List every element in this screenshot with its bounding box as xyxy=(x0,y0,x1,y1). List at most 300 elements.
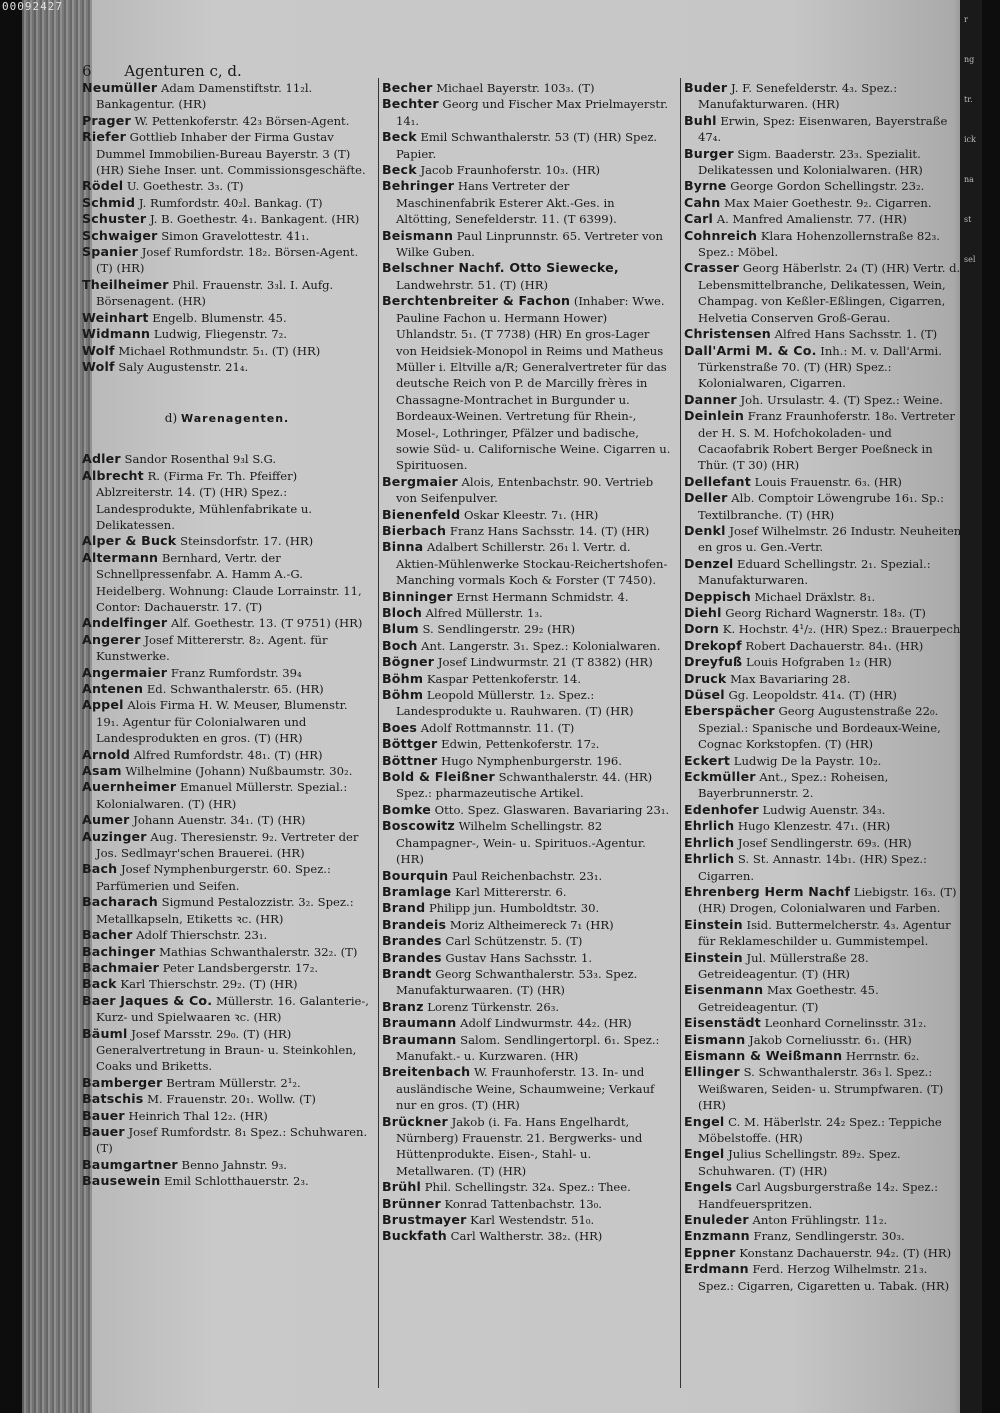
entry-details: Saly Augustenstr. 21₄. xyxy=(114,359,249,374)
entry-details: Alfred Rumfordstr. 48₁. (T) (HR) xyxy=(130,747,323,762)
entry-name: Auernheimer xyxy=(82,779,177,795)
directory-entry xyxy=(684,195,966,211)
entry-name: Berchtenbreiter & Fachon xyxy=(382,293,571,309)
entry-details: Gottlieb Inhaber der Firma Gustav Dummel Immobilien-Bureau Bayerstr. 3 (T) (HR) Siehe Inser. unt. Commissionsgeschäfte. xyxy=(96,130,366,178)
entry-details: Ferd. Herzog Wilhelmstr. 21₃. Spez.: Cigarren, Cigaretten u. Tabak. (HR) xyxy=(698,1262,950,1293)
entry-name: Beismann xyxy=(382,227,454,243)
directory-entry xyxy=(82,178,372,194)
entry-name: Engel xyxy=(684,1113,725,1129)
entry-name: Weinhart xyxy=(82,309,149,325)
entry-name: Brandt xyxy=(382,965,432,981)
entry-name: Schwaiger xyxy=(82,227,158,243)
directory-entry xyxy=(684,802,966,818)
entry-details: Adam Damenstiftstr. 11₂l. Bankagentur. (HR) xyxy=(96,81,313,112)
entry-name: Auzinger xyxy=(82,828,147,844)
entry-name: Ehrlich xyxy=(684,834,735,850)
directory-entry xyxy=(684,556,966,589)
entry-name: Enzmann xyxy=(684,1228,750,1244)
directory-entry xyxy=(382,1015,672,1031)
directory-entry xyxy=(684,178,966,194)
entry-name: Enuleder xyxy=(684,1212,749,1228)
entry-details: Josef Rumfordstr. 18₂. Börsen-Agent. (T) (HR) xyxy=(96,245,359,276)
entry-details: Leonhard Cornelinsstr. 31₂. xyxy=(760,1016,927,1031)
entry-details: Emil Schwanthalerstr. 53 (T) (HR) Spez. Papier. xyxy=(396,130,658,161)
column-rule xyxy=(378,78,379,1388)
directory-entry xyxy=(684,260,966,326)
directory-entry xyxy=(382,736,672,752)
entry-details: K. Hochstr. 4¹/₂. (HR) Spez.: Brauerpech. xyxy=(719,622,965,637)
entry-details: Klara Hohenzollernstraße 82₃. Spez.: Möbel. xyxy=(698,228,940,260)
entry-details: Bernhard, Vertr. der Schnellpressenfabr. A. Hamm A.-G. Heidelberg. Wohnung: Claude Lorrainstr. 11, Contor: Dachauerstr. 17. (T) xyxy=(96,550,362,614)
margin-fragment: ng xyxy=(964,55,975,64)
entry-details: Louis Frauenstr. 6₃. (HR) xyxy=(750,474,902,489)
entry-name: Aumer xyxy=(82,812,130,828)
directory-entry xyxy=(82,1124,372,1157)
margin-fragment: st xyxy=(964,215,972,224)
directory-entry xyxy=(684,343,966,392)
entry-name: Rödel xyxy=(82,178,124,194)
directory-entry xyxy=(684,982,966,1015)
directory-entry xyxy=(82,944,372,960)
entry-details: Emil Schlotthauerstr. 2₃. xyxy=(160,1174,309,1189)
entry-name: Boscowitz xyxy=(382,818,455,834)
entry-name: Brandes xyxy=(382,933,442,949)
entry-details: Bertram Müllerstr. 2¹₂. xyxy=(162,1075,301,1090)
entry-name: Bach xyxy=(82,861,118,877)
directory-entry xyxy=(382,1196,672,1212)
entry-name: Böttger xyxy=(382,736,438,752)
entry-name: Eisenmann xyxy=(684,982,764,998)
entry-name: Riefer xyxy=(82,129,126,145)
directory-entry xyxy=(82,861,372,894)
directory-entry xyxy=(684,1048,966,1064)
entry-details: Michael Dräxlstr. 8₁. xyxy=(750,589,876,604)
directory-entry xyxy=(684,113,966,146)
entry-details: Salom. Sendlingertorpl. 6₁. Spez.: Manufakt.- u. Kurzwaren. (HR) xyxy=(396,1032,660,1063)
entry-name: Binninger xyxy=(382,588,453,604)
entry-name: Eisenstädt xyxy=(684,1015,761,1031)
entry-details: Carl Schützenstr. 5. (T) xyxy=(441,934,583,949)
directory-entry xyxy=(382,900,672,916)
directory-entry xyxy=(382,720,672,736)
margin-fragment: r xyxy=(964,15,968,24)
entry-name: Carl xyxy=(684,211,714,227)
entry-details: Adolf Rottmannstr. 11. (T) xyxy=(417,720,575,735)
entry-details: Ant., Spez.: Roheisen, Bayerbrunnerstr. 2. xyxy=(698,770,889,801)
entry-name: Bienenfeld xyxy=(382,506,461,522)
directory-entry xyxy=(82,1075,372,1091)
directory-entry xyxy=(82,228,372,244)
directory-entry xyxy=(382,80,672,96)
directory-entry xyxy=(382,589,672,605)
margin-fragment: na xyxy=(964,175,974,184)
entry-name: Bergmaier xyxy=(382,473,458,489)
entry-details: J. B. Goethestr. 4₁. Bankagent. (HR) xyxy=(146,212,360,227)
entry-name: Angermaier xyxy=(82,664,168,680)
entry-name: Drekopf xyxy=(684,637,742,653)
page-number: 6 xyxy=(82,62,92,80)
directory-entry xyxy=(684,1245,966,1261)
entry-name: Boes xyxy=(382,719,418,735)
directory-entry xyxy=(684,1015,966,1031)
entry-details: Aug. Theresienstr. 9₂. Vertreter der Jos. Sedlmayr'schen Brauerei. (HR) xyxy=(96,829,359,861)
directory-entry xyxy=(382,950,672,966)
directory-entry xyxy=(382,638,672,654)
directory-entry xyxy=(82,1026,372,1075)
directory-entry xyxy=(382,1179,672,1195)
entry-name: Bold & Fleißner xyxy=(382,769,495,785)
directory-entry xyxy=(382,1114,672,1180)
entry-details: Otto. Spez. Glaswaren. Bavariaring 23₁. xyxy=(430,802,670,817)
entry-name: Bauer xyxy=(82,1123,125,1139)
entry-name: Buckfath xyxy=(382,1228,447,1244)
entry-details: Sigm. Baaderstr. 23₃. Spezialit. Delikatessen und Kolonialwaren. (HR) xyxy=(698,146,923,178)
entry-name: Beck xyxy=(382,162,417,178)
directory-entry xyxy=(684,1179,966,1212)
entry-details: Gg. Leopoldstr. 41₄. (T) (HR) xyxy=(724,688,897,703)
directory-entry xyxy=(382,671,672,687)
entry-name: Deppisch xyxy=(684,588,751,604)
entry-name: Asam xyxy=(82,763,122,779)
entry-details: M. Frauenstr. 20₁. Wollw. (T) xyxy=(143,1092,316,1107)
entry-details: Alois Firma H. W. Meuser, Blumenstr. 19₁. Agentur für Colonialwaren und Landesprodukten en gros. (T) (HR) xyxy=(96,698,348,746)
entry-details: Josef Mittererstr. 8₂. Agent. für Kunstwerke. xyxy=(96,632,328,664)
entry-details: Leopold Müllerstr. 1₂. Spez.: Landesprodukte u. Rauhwaren. (T) (HR) xyxy=(396,688,634,719)
margin-fragment: sel xyxy=(964,255,976,264)
entry-name: Diehl xyxy=(684,605,722,620)
entry-details: Jakob (i. Fa. Hans Engelhardt, Nürnberg) Frauenstr. 21. Bergwerks- und Hüttenprodukte. Eisen-, Stahl- u. Metallwaren. (T) (HR) xyxy=(396,1114,643,1178)
entry-details: Ludwig De la Paystr. 10₂. xyxy=(730,753,882,768)
entry-details: Peter Landsbergerstr. 17₂. xyxy=(159,960,319,975)
entry-name: Boch xyxy=(382,637,418,653)
entry-details: Josef Wilhelmstr. 26 Industr. Neuheiten en gros u. Gen.-Vertr. xyxy=(698,523,962,555)
directory-entry xyxy=(382,966,672,999)
entry-name: Schmid xyxy=(82,194,136,210)
directory-entry xyxy=(82,665,372,681)
entry-name: Behringer xyxy=(382,178,455,194)
directory-entry xyxy=(82,359,372,375)
directory-entry xyxy=(82,993,372,1026)
entry-name: Neumüller xyxy=(82,80,158,95)
entry-name: Bierbach xyxy=(382,522,447,538)
entry-name: Baer Jaques & Co. xyxy=(82,992,213,1008)
entry-details: Johann Auenstr. 34₁. (T) (HR) xyxy=(129,813,306,828)
directory-entry xyxy=(684,80,966,113)
directory-entry xyxy=(382,1228,672,1244)
directory-entry xyxy=(382,933,672,949)
entry-name: Widmann xyxy=(82,326,151,342)
entry-name: Engels xyxy=(684,1179,733,1195)
directory-entry xyxy=(382,507,672,523)
directory-entry xyxy=(382,1212,672,1228)
entry-name: Einstein xyxy=(684,916,743,932)
entry-details: Max Goethestr. 45. Getreideagentur. (T) xyxy=(698,983,879,1014)
entry-details: Franz Hans Sachsstr. 14. (T) (HR) xyxy=(446,523,650,538)
entry-details: Alb. Comptoir Löwengrube 16₁. Sp.: Textilbranche. (T) (HR) xyxy=(698,491,945,522)
directory-entry xyxy=(382,818,672,867)
entry-details: S. St. Annastr. 14b₁. (HR) Spez.: Cigarren. xyxy=(698,852,927,883)
directory-entry xyxy=(382,260,672,293)
column-1 xyxy=(82,80,372,1190)
entry-name: Engel xyxy=(684,1146,725,1162)
entry-name: Braumann xyxy=(382,1015,457,1031)
entry-name: Prager xyxy=(82,112,131,128)
directory-entry xyxy=(82,697,372,746)
directory-entry xyxy=(684,621,966,637)
entry-name: Bloch xyxy=(382,605,422,620)
entry-name: Böhm xyxy=(382,687,424,703)
entry-details: Michael Rothmundstr. 5₁. (T) (HR) xyxy=(114,343,321,358)
entry-name: Crasser xyxy=(684,260,740,276)
entry-details: Isid. Buttermelcherstr. 4₃. Agentur für Reklameschilder u. Gummistempel. xyxy=(698,917,951,949)
entry-details: Gustav Hans Sachsstr. 1. xyxy=(441,950,593,965)
column-3 xyxy=(684,80,966,1294)
scan-id-label: 00092427 xyxy=(2,0,63,13)
directory-entry xyxy=(684,1114,966,1147)
entry-details: (Inhaber: Wwe. Pauline Fachon u. Hermann Hower) Uhlandstr. 5₁. (T 7738) (HR) En gros-Lager von Heidsiek-Monopol in Reims und Matheus Müller i. Eltville a/R; Generalvertreter für das deutsche Reich von P. de Marcilly frères in Chassagne-Montrachet in Burgunder u. Bordeaux-Weinen. Vertretung für Rhein-, Mosel-, Lothringer, Pfälzer und badische, sowie Süd- u. Californische Weine. Cigarren u. Spirituosen. xyxy=(396,294,671,473)
entry-name: Adler xyxy=(82,451,121,467)
entry-details: Anton Frühlingstr. 11₂. xyxy=(748,1213,888,1228)
entry-details: Liebigstr. 16₃. (T) (HR) Drogen, Colonialwaren und Farben. xyxy=(698,884,957,916)
directory-entry xyxy=(382,293,672,473)
directory-entry xyxy=(382,621,672,637)
entry-name: Appel xyxy=(82,697,124,713)
entry-details: S. Sendlingerstr. 29₂ (HR) xyxy=(418,622,576,637)
entry-details: Julius Schellingstr. 89₂. Spez. Schuhwaren. (T) (HR) xyxy=(698,1147,901,1178)
directory-entry xyxy=(382,802,672,818)
entry-name: Brühl xyxy=(382,1179,422,1195)
entry-name: Bamberger xyxy=(82,1074,163,1090)
entry-name: Bachinger xyxy=(82,943,156,959)
directory-entry xyxy=(684,703,966,752)
entry-name: Binna xyxy=(382,539,424,555)
entry-details: Franz, Sendlingerstr. 30₃. xyxy=(749,1229,905,1244)
directory-entry xyxy=(82,451,372,467)
entry-details: Edwin, Pettenkoferstr. 17₂. xyxy=(437,737,600,752)
directory-entry xyxy=(684,392,966,408)
directory-entry xyxy=(684,835,966,851)
directory-entry xyxy=(382,228,672,261)
entry-details: W. Fraunhoferstr. 13. In- und ausländische Weine, Schaumweine; Verkauf nur en gros. (T) (HR) xyxy=(396,1065,655,1113)
entry-details: Lorenz Türkenstr. 26₃. xyxy=(423,999,560,1014)
directory-entry xyxy=(382,523,672,539)
entry-name: Wolf xyxy=(82,358,115,374)
entry-details: Alf. Goethestr. 13. (T 9751) (HR) xyxy=(167,616,363,631)
directory-entry xyxy=(382,178,672,227)
entry-name: Cahn xyxy=(684,194,721,210)
entry-name: Braumann xyxy=(382,1031,457,1047)
directory-entry xyxy=(382,539,672,588)
directory-entry xyxy=(82,195,372,211)
entry-name: Denzel xyxy=(684,555,734,571)
entry-details: Carl Augsburgerstraße 14₂. Spez.: Handfeuerspritzen. xyxy=(698,1180,939,1211)
entry-details: Michael Bayerstr. 103₃. (T) xyxy=(432,81,595,95)
directory-entry xyxy=(82,976,372,992)
entry-details: Ant. Langerstr. 3₁. Spez.: Kolonialwaren. xyxy=(417,638,661,653)
entry-name: Becher xyxy=(382,80,433,95)
entry-name: Einstein xyxy=(684,949,743,965)
directory-entry xyxy=(382,129,672,162)
entry-name: Branz xyxy=(382,998,424,1014)
entry-details: Josef Nymphenburgerstr. 60. Spez.: Parfümerien und Seifen. xyxy=(96,862,331,893)
entry-details: Ludwig Auenstr. 34₃. xyxy=(758,802,886,817)
directory-entry xyxy=(82,812,372,828)
entry-name: Düsel xyxy=(684,687,725,703)
entry-name: Dellefant xyxy=(684,473,751,489)
entry-list xyxy=(684,80,966,1294)
directory-entry xyxy=(684,769,966,802)
entry-details: Josef Sendlingerstr. 69₃. (HR) xyxy=(734,835,912,850)
entry-details: Adolf Lindwurmstr. 44₂. (HR) xyxy=(456,1016,632,1031)
entry-name: Eckmüller xyxy=(684,769,756,785)
entry-details: Müllerstr. 16. Galanterie-, Kurz- und Spielwaaren ꝛc. (HR) xyxy=(96,993,369,1025)
page-title: Agenturen c, d. xyxy=(124,62,242,80)
entry-details: Engelb. Blumenstr. 45. xyxy=(148,310,287,325)
entry-details: Carl Waltherstr. 38₂. (HR) xyxy=(446,1229,603,1244)
entry-name: Brand xyxy=(382,900,426,916)
entry-list-agents xyxy=(82,80,372,375)
entry-details: Wilhelm Schellingstr. 82 Champagner-, Wein- u. Spirituos.-Agentur. (HR) xyxy=(396,819,646,867)
directory-entry xyxy=(82,113,372,129)
entry-name: Brustmayer xyxy=(382,1212,467,1228)
directory-entry xyxy=(382,96,672,129)
entry-name: Albrecht xyxy=(82,467,144,483)
directory-entry xyxy=(684,490,966,523)
entry-details: Hugo Klenzestr. 47₁. (HR) xyxy=(734,819,891,834)
entry-details: Phil. Schellingstr. 32₄. Spez.: Thee. xyxy=(421,1180,631,1195)
entry-details: Adalbert Schillerstr. 26₁ l. Vertr. d. Aktien-Mühlenwerke Stockau-Reichertshofen-Manching vormals Koch & Forster (T 7450). xyxy=(396,540,668,588)
directory-entry xyxy=(684,146,966,179)
entry-name: Böttner xyxy=(382,752,438,768)
section-heading xyxy=(82,411,372,425)
entry-name: Theilheimer xyxy=(82,276,169,292)
directory-entry xyxy=(382,1064,672,1113)
entry-details: Karl Westendstr. 51₀. xyxy=(466,1213,595,1228)
entry-details: J. Rumfordstr. 40₂l. Bankag. (T) xyxy=(135,195,323,210)
entry-details: Moriz Altheimereck 7₁ (HR) xyxy=(446,917,614,932)
directory-entry xyxy=(82,927,372,943)
directory-entry xyxy=(82,632,372,665)
directory-entry xyxy=(382,474,672,507)
entry-name: Ehrlich xyxy=(684,818,735,834)
entry-name: Wolf xyxy=(82,342,115,358)
entry-details: Inh.: M. v. Dall'Armi. Türkenstraße 70. (T) (HR) Spez.: Kolonialwaren, Cigarren. xyxy=(698,343,942,391)
entry-list xyxy=(382,80,672,1245)
entry-details: A. Manfred Amalienstr. 77. (HR) xyxy=(713,212,907,227)
directory-entry xyxy=(684,950,966,983)
directory-entry xyxy=(684,326,966,342)
directory-entry xyxy=(382,868,672,884)
entry-name: Angerer xyxy=(82,631,141,647)
entry-details: U. Goethestr. 3₃. (T) xyxy=(123,179,244,194)
entry-name: Brückner xyxy=(382,1113,448,1129)
directory-entry xyxy=(82,894,372,927)
entry-details: Max Bavariaring 28. xyxy=(726,671,851,686)
entry-name: Bausewein xyxy=(82,1173,161,1189)
directory-entry xyxy=(82,468,372,534)
entry-details: Josef Lindwurmstr. 21 (T 8382) (HR) xyxy=(434,655,653,670)
entry-name: Burger xyxy=(684,145,734,161)
entry-details: Eduard Schellingstr. 2₁. Spezial.: Manufakturwaren. xyxy=(698,556,931,588)
directory-entry xyxy=(82,129,372,178)
entry-details: Schwanthalerstr. 44. (HR) Spez.: pharmazeutische Artikel. xyxy=(396,770,653,801)
entry-name: Dorn xyxy=(684,621,720,637)
entry-name: Bauer xyxy=(82,1107,125,1123)
entry-details: Max Maier Goethestr. 9₂. Cigarren. xyxy=(720,195,932,210)
entry-details: Robert Dachauerstr. 84₁. (HR) xyxy=(741,638,924,653)
directory-entry xyxy=(684,884,966,917)
directory-entry xyxy=(82,277,372,310)
directory-entry xyxy=(382,1032,672,1065)
entry-name: Bramlage xyxy=(382,883,452,899)
entry-name: Eppner xyxy=(684,1244,736,1260)
entry-name: Denkl xyxy=(684,522,726,538)
entry-name: Buhl xyxy=(684,112,717,128)
entry-name: Andelfinger xyxy=(82,615,168,631)
entry-name: Deinlein xyxy=(684,408,745,424)
directory-entry xyxy=(82,343,372,359)
entry-name: Belschner Nachf. Otto Siewecke, xyxy=(382,260,619,276)
directory-entry xyxy=(382,687,672,720)
entry-details: Ed. Schwanthalerstr. 65. (HR) xyxy=(143,682,324,696)
entry-details: Mathias Schwanthalerstr. 32₂. (T) xyxy=(155,944,358,959)
entry-details: Jacob Fraunhoferstr. 10₃. (HR) xyxy=(416,163,601,178)
directory-entry xyxy=(684,818,966,834)
entry-name: Bäuml xyxy=(82,1025,128,1041)
entry-details: Sigmund Pestalozzistr. 3₂. Spez.: Metallkapseln, Etiketts ꝛc. (HR) xyxy=(96,895,354,926)
entry-details: Sandor Rosenthal 9₃l S.G. xyxy=(120,452,277,467)
entry-name: Eberspächer xyxy=(684,703,775,719)
directory-entry xyxy=(684,1212,966,1228)
entry-name: Altermann xyxy=(82,549,159,565)
directory-entry xyxy=(684,211,966,227)
entry-name: Eismann & Weißmann xyxy=(684,1047,843,1063)
section-letter: d) xyxy=(164,411,178,426)
directory-entry xyxy=(684,408,966,474)
column-2 xyxy=(382,80,672,1245)
entry-details: Oskar Kleestr. 7₁. (HR) xyxy=(460,507,599,522)
directory-entry xyxy=(82,615,372,631)
directory-entry xyxy=(82,310,372,326)
directory-entry xyxy=(382,162,672,178)
directory-entry xyxy=(382,917,672,933)
entry-details: Ludwig, Fliegenstr. 7₂. xyxy=(150,327,287,342)
entry-details: Wilhelmine (Johann) Nußbaumstr. 30₂. xyxy=(121,764,353,779)
entry-details: Josef Marsstr. 29₀. (T) (HR) Generalvertretung in Braun- u. Steinkohlen, Coaks und Briketts. xyxy=(96,1026,357,1074)
entry-details: Joh. Ursulastr. 4. (T) Spez.: Weine. xyxy=(736,392,943,407)
entry-name: Brandes xyxy=(382,949,442,965)
directory-entry xyxy=(82,1108,372,1124)
directory-entry xyxy=(684,1032,966,1048)
entry-details: Paul Reichenbachstr. 23₁. xyxy=(448,868,603,883)
directory-entry xyxy=(382,753,672,769)
entry-details: Adolf Thierschstr. 23₁. xyxy=(132,928,268,943)
directory-entry xyxy=(382,654,672,670)
entry-name: Spanier xyxy=(82,244,139,260)
directory-entry xyxy=(684,1228,966,1244)
section-title: Warenagenten. xyxy=(181,412,290,426)
entry-details: Georg Richard Wagnerstr. 18₃. (T) xyxy=(721,606,926,620)
entry-details: Alfred Müllerstr. 1₃. xyxy=(422,606,543,620)
entry-details: Konstanz Dachauerstr. 94₂. (T) (HR) xyxy=(735,1245,952,1260)
entry-name: Baumgartner xyxy=(82,1156,178,1172)
directory-entry xyxy=(82,533,372,549)
entry-name: Bögner xyxy=(382,654,435,670)
entry-details: R. (Firma Fr. Th. Pfeiffer) Ablzreiterstr. 14. (T) (HR) Spez.: Landesprodukte, Mühlenfabrikate u. Delikatessen. xyxy=(96,468,313,532)
entry-name: Eckert xyxy=(684,752,731,768)
directory-entry xyxy=(82,681,372,697)
entry-details: Emanuel Müllerstr. Spezial.: Kolonialwaren. (T) (HR) xyxy=(96,780,348,811)
